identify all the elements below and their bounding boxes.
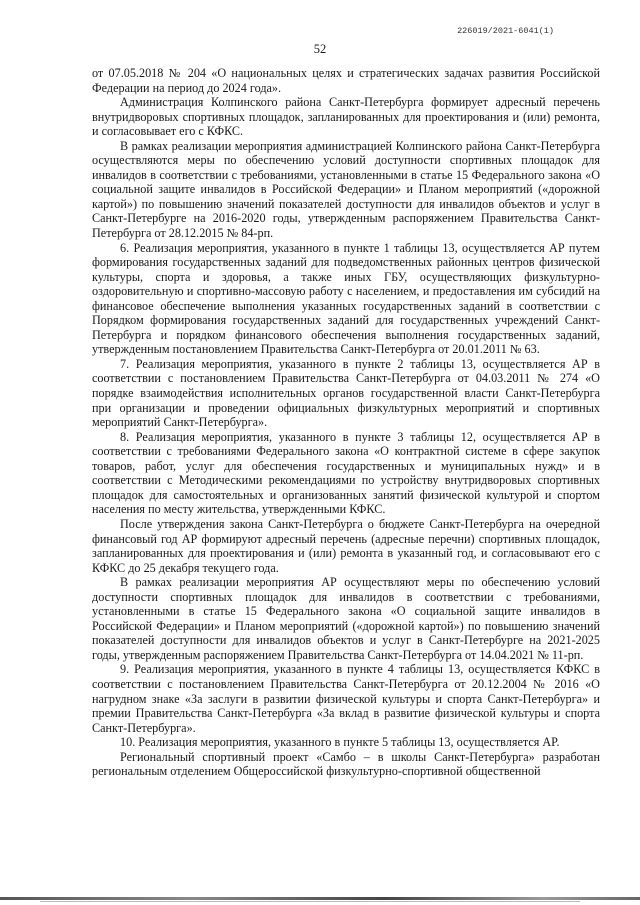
paragraph: 9. Реализация мероприятия, указанного в пункте 4 таблицы 13, осуществляется КФКС в соответствии с постановлением Правительства Санкт-Петербурга от 20.12.2004 № 2016 «О нагрудном знаке «За заслуги в развитии физической культуры и спорта Санкт-Петербурга» и премии Правительства Санкт-Петербурга «За вклад в развитие физической культуры и спорта Санкт-Петербурга». (92, 662, 600, 735)
paragraph: 10. Реализация мероприятия, указанного в пункте 5 таблицы 13, осуществляется АР. (120, 735, 560, 750)
paragraph: В рамках реализации мероприятия администрацией Колпинского района Санкт-Петербурга осуществляются меры по обеспечению условий доступности спортивных площадок для инвалидов в соответствии с требованиями, установленными в статье 15 Федерального закона «О социальной защите инвалидов в Российской Федерации» и Планом мероприятий («дорожной картой») по повышению значений показателей доступности для инвалидов объектов и услуг в Санкт-Петербурге на 2016-2020 годы, утвержденным распоряжением Правительства Санкт-Петербурга от 28.12.2015 № 84-рп. (92, 138, 600, 241)
paragraph: от 07.05.2018 № 204 «О национальных целях и стратегических задачах развития Российской Федерации на период до 2024 года». (92, 66, 600, 95)
scan-edge-line (0, 897, 640, 900)
paragraph: После утверждения закона Санкт-Петербурга о бюджете Санкт-Петербурга на очередной финансовый год АР формируют адресный перечень (адресные перечни) спортивных площадок, запланированных для проектирования и (или) ремонта в указанный год, и согласовывают его с КФКС до 25 декабря текущего года. (92, 516, 600, 575)
document-id: 226019/2021-6041(1) (457, 26, 554, 36)
paragraph: 7. Реализация мероприятия, указанного в пункте 2 таблицы 13, осуществляется АР в соответствии с постановлением Правительства Санкт-Петербурга от 04.03.2011 № 274 «О порядке взаимодействия исполнительных органов государственной власти Санкт-Петербурга при организации и проведении официальных физкультурных мероприятий и спортивных мероприятий Санкт-Петербурга». (92, 356, 600, 430)
scan-edge-line (40, 901, 580, 902)
page-number: 52 (313, 42, 327, 56)
paragraph: 8. Реализация мероприятия, указанного в пункте 3 таблицы 12, осуществляется АР в соответствии с требованиями Федерального закона «О контрактной системе в сфере закупок товаров, работ, услуг для обеспечения государственных и муниципальных нужд» и в соответствии с Методическими рекомендациями по устройству внутридворовых спортивных площадок для самостоятельных и организованных занятий физической культурой и спортом населения по месту жительства, утвержденными КФКС. (92, 429, 600, 517)
paragraph: 6. Реализация мероприятия, указанного в пункте 1 таблицы 13, осуществляется АР путем формирования государственных заданий для подведомственных районных центров физической культуры, спорта и здоровья, а также иных ГБУ, осуществляющих физкультурно-оздоровительную и спортивно-массовую работу с населением, и предоставления им субсидий на финансовое обеспечение выполнения указанных государственных заданий в соответствии с Порядком формирования государственных заданий для государственных учреждений Санкт-Петербурга и порядком финансового обеспечения выполнения государственных заданий, утвержденным постановлением Правительства Санкт-Петербурга от 20.01.2011 № 63. (92, 240, 600, 357)
paragraph: Региональный спортивный проект «Самбо – в школы Санкт-Петербурга» разработан региональным отделением Общероссийской физкультурно-спортивной общественной (92, 749, 600, 779)
paragraph: Администрация Колпинского района Санкт-Петербурга формирует адресный перечень внутридворовых спортивных площадок, запланированных для проектирования и (или) ремонта, и согласовывает его с КФКС. (92, 95, 600, 139)
paragraph: В рамках реализации мероприятия АР осуществляют меры по обеспечению условий доступности спортивных площадок для инвалидов в соответствии с требованиями, установленными в статье 15 Федерального закона «О социальной защите инвалидов в Российской Федерации» и Планом мероприятий («дорожной картой») по повышению значений показателей доступности для инвалидов объектов и услуг в Санкт-Петербурге на 2021-2025 годы, утвержденным распоряжением Правительства Санкт-Петербурга от 14.04.2021 № 11-рп. (92, 575, 600, 662)
document-body (92, 66, 600, 779)
